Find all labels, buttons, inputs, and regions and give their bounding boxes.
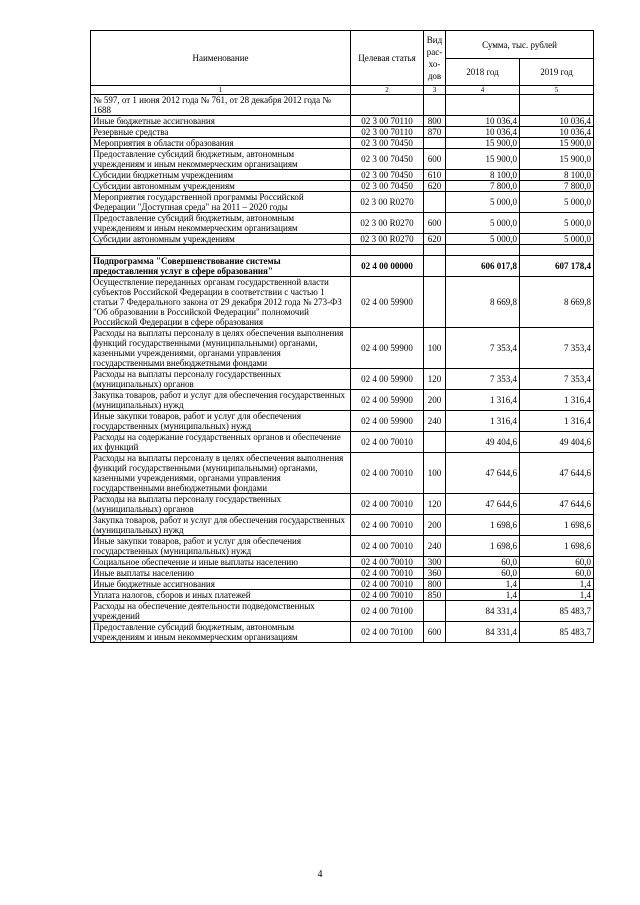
row-target-article: 02 3 00 70450 <box>351 149 424 170</box>
row-amount-2019: 1 698,6 <box>520 515 594 536</box>
row-amount-2018 <box>446 95 520 116</box>
row-expense-type: 620 <box>424 181 446 192</box>
header-expense-type-line: хо- <box>428 59 441 69</box>
row-amount-2018: 49 404,6 <box>446 432 520 453</box>
row-amount-2019: 1,4 <box>520 579 594 590</box>
table-row <box>91 390 594 411</box>
row-target-article: 02 3 00 70450 <box>351 170 424 181</box>
row-target-article: 02 4 00 59900 <box>351 411 424 432</box>
row-target-article: 02 4 00 70010 <box>351 494 424 515</box>
row-target-article: 02 4 00 70010 <box>351 557 424 568</box>
row-expense-type <box>424 95 446 116</box>
row-name: Мероприятия в области образования <box>91 138 351 149</box>
row-amount-2018: 8 100,0 <box>446 170 520 181</box>
row-amount-2019: 60,0 <box>520 557 594 568</box>
row-amount-2019 <box>520 245 594 256</box>
row-amount-2019: 15 900,0 <box>520 149 594 170</box>
row-name: Иные закупки товаров, работ и услуг для обеспечения государственных (муниципальных) нужд <box>91 411 351 432</box>
row-expense-type: 870 <box>424 127 446 138</box>
header-year-2019: 2019 год <box>520 59 594 86</box>
page-number: 4 <box>317 869 323 880</box>
row-target-article: 02 4 00 59900 <box>351 328 424 369</box>
row-amount-2019: 10 036,4 <box>520 116 594 127</box>
blank-row <box>91 245 594 256</box>
row-amount-2018: 7 353,4 <box>446 328 520 369</box>
row-expense-type: 800 <box>424 116 446 127</box>
row-amount-2018: 10 036,4 <box>446 116 520 127</box>
row-amount-2018: 1,4 <box>446 590 520 601</box>
row-amount-2019: 47 644,6 <box>520 453 594 494</box>
row-name: Расходы на обеспечение деятельности подведомственных учреждений <box>91 601 351 622</box>
row-expense-type <box>424 277 446 328</box>
column-numbers-row <box>91 86 594 95</box>
row-name: Резервные средства <box>91 127 351 138</box>
row-amount-2018: 60,0 <box>446 568 520 579</box>
row-name: Иные выплаты населению <box>91 568 351 579</box>
row-target-article: 02 3 00 70110 <box>351 127 424 138</box>
row-name: Иные закупки товаров, работ и услуг для обеспечения государственных (муниципальных) нужд <box>91 536 351 557</box>
header-expense-type-line: Вид <box>426 35 443 45</box>
row-amount-2018: 5 000,0 <box>446 234 520 245</box>
row-expense-type <box>424 601 446 622</box>
row-target-article: 02 4 00 70010 <box>351 536 424 557</box>
row-amount-2019: 1 698,6 <box>520 536 594 557</box>
row-amount-2019: 85 483,7 <box>520 601 594 622</box>
row-expense-type <box>424 432 446 453</box>
budget-table-body <box>91 95 594 643</box>
column-number: 5 <box>520 86 594 95</box>
row-amount-2019: 60,0 <box>520 568 594 579</box>
row-amount-2018: 15 900,0 <box>446 149 520 170</box>
row-expense-type: 100 <box>424 453 446 494</box>
row-amount-2018: 1 698,6 <box>446 536 520 557</box>
table-row <box>91 601 594 622</box>
row-name: Закупка товаров, работ и услуг для обеспечения государственных (муниципальных) нужд <box>91 515 351 536</box>
row-name: № 597, от 1 июня 2012 года № 761, от 28 декабря 2012 года № 1688 <box>91 95 351 116</box>
table-row <box>91 181 594 192</box>
row-target-article: 02 4 00 00000 <box>351 256 424 277</box>
row-target-article: 02 3 00 R0270 <box>351 192 424 213</box>
table-row <box>91 515 594 536</box>
row-amount-2018: 10 036,4 <box>446 127 520 138</box>
header-year-2018: 2018 год <box>446 59 520 86</box>
table-row <box>91 149 594 170</box>
table-row <box>91 192 594 213</box>
row-expense-type <box>424 245 446 256</box>
table-row <box>91 579 594 590</box>
table-row <box>91 622 594 643</box>
row-name: Субсидии бюджетным учреждениям <box>91 170 351 181</box>
header-expense-type-line: рас- <box>426 47 443 57</box>
row-amount-2018: 5 000,0 <box>446 213 520 234</box>
row-name: Расходы на выплаты персоналу государственных (муниципальных) органов <box>91 369 351 390</box>
row-name: Предоставление субсидий бюджетным, автономным учреждениям и иным некоммерческим организациям <box>91 622 351 643</box>
row-target-article: 02 4 00 70010 <box>351 515 424 536</box>
row-target-article <box>351 245 424 256</box>
table-row <box>91 138 594 149</box>
table-row <box>91 369 594 390</box>
row-name: Расходы на выплаты персоналу в целях обеспечения выполнения функций государственными (муниципальными) органами, казенными учреждениями, органами управления государственными внебюджетными фондами <box>91 328 351 369</box>
row-target-article: 02 4 00 70010 <box>351 579 424 590</box>
row-expense-type: 610 <box>424 170 446 181</box>
row-amount-2019: 7 353,4 <box>520 369 594 390</box>
row-expense-type: 620 <box>424 234 446 245</box>
row-target-article: 02 4 00 70010 <box>351 568 424 579</box>
row-target-article: 02 3 00 R0270 <box>351 213 424 234</box>
row-amount-2019: 8 669,8 <box>520 277 594 328</box>
table-row <box>91 213 594 234</box>
row-expense-type: 120 <box>424 369 446 390</box>
row-amount-2019: 15 900,0 <box>520 138 594 149</box>
row-name: Закупка товаров, работ и услуг для обеспечения государственных (муниципальных) нужд <box>91 390 351 411</box>
row-amount-2019: 47 644,6 <box>520 494 594 515</box>
header-sum: Сумма, тыс. рублей <box>446 31 594 59</box>
row-name <box>91 245 351 256</box>
row-name: Предоставление субсидий бюджетным, автономным учреждениям и иным некоммерческим организациям <box>91 213 351 234</box>
row-name: Подпрограмма "Совершенствование системы предоставления услуг в сфере образования" <box>91 256 351 277</box>
row-amount-2018: 1 316,4 <box>446 411 520 432</box>
row-target-article: 02 4 00 70010 <box>351 590 424 601</box>
row-target-article: 02 4 00 70010 <box>351 432 424 453</box>
row-name: Уплата налогов, сборов и иных платежей <box>91 590 351 601</box>
row-name: Иные бюджетные ассигнования <box>91 116 351 127</box>
row-expense-type: 100 <box>424 328 446 369</box>
column-number: 4 <box>446 86 520 95</box>
row-name: Расходы на выплаты персоналу государственных (муниципальных) органов <box>91 494 351 515</box>
table-row <box>91 432 594 453</box>
row-expense-type <box>424 138 446 149</box>
row-expense-type <box>424 192 446 213</box>
row-name: Осуществление переданных органам государственной власти субъектов Российской Федерации в соответствии с частью 1 статьи 7 Федерального закона от 29 декабря 2012 года № 273-ФЗ "Об образовании в Российской Федерации" полномочий Российской Федерации в сфере образования <box>91 277 351 328</box>
row-amount-2019: 5 000,0 <box>520 234 594 245</box>
row-amount-2019 <box>520 95 594 116</box>
row-target-article: 02 3 00 70450 <box>351 181 424 192</box>
table-row <box>91 95 594 116</box>
row-amount-2018: 15 900,0 <box>446 138 520 149</box>
row-amount-2018: 60,0 <box>446 557 520 568</box>
row-target-article <box>351 95 424 116</box>
row-expense-type: 800 <box>424 579 446 590</box>
row-amount-2018: 7 800,0 <box>446 181 520 192</box>
row-target-article: 02 4 00 70100 <box>351 601 424 622</box>
row-amount-2019: 1,4 <box>520 590 594 601</box>
table-row <box>91 557 594 568</box>
table-row <box>91 277 594 328</box>
row-amount-2019: 607 178,4 <box>520 256 594 277</box>
row-target-article: 02 4 00 59900 <box>351 369 424 390</box>
row-name: Предоставление субсидий бюджетным, автономным учреждениям и иным некоммерческим организациям <box>91 149 351 170</box>
row-expense-type: 240 <box>424 411 446 432</box>
row-target-article: 02 3 00 70110 <box>351 116 424 127</box>
table-row <box>91 590 594 601</box>
column-number: 3 <box>424 86 446 95</box>
row-target-article: 02 3 00 70450 <box>351 138 424 149</box>
row-amount-2018: 47 644,6 <box>446 453 520 494</box>
row-expense-type: 850 <box>424 590 446 601</box>
row-expense-type: 300 <box>424 557 446 568</box>
row-amount-2019: 8 100,0 <box>520 170 594 181</box>
row-expense-type: 600 <box>424 622 446 643</box>
row-amount-2018: 8 669,8 <box>446 277 520 328</box>
row-expense-type: 240 <box>424 536 446 557</box>
row-target-article: 02 4 00 70010 <box>351 453 424 494</box>
table-row <box>91 568 594 579</box>
row-amount-2018: 84 331,4 <box>446 622 520 643</box>
row-amount-2019: 85 483,7 <box>520 622 594 643</box>
row-target-article: 02 4 00 70100 <box>351 622 424 643</box>
table-row <box>91 411 594 432</box>
row-amount-2019: 5 000,0 <box>520 213 594 234</box>
row-amount-2019: 7 353,4 <box>520 328 594 369</box>
row-name: Иные бюджетные ассигнования <box>91 579 351 590</box>
row-amount-2018: 1 316,4 <box>446 390 520 411</box>
budget-table <box>90 30 594 643</box>
row-name: Субсидии автономным учреждениям <box>91 234 351 245</box>
row-amount-2019: 7 800,0 <box>520 181 594 192</box>
header-expense-type-line: дов <box>427 71 442 81</box>
row-name: Мероприятия государственной программы Российской Федерации "Доступная среда" на 2011 – 2020 годы <box>91 192 351 213</box>
table-row <box>91 170 594 181</box>
row-expense-type <box>424 256 446 277</box>
column-number: 2 <box>351 86 424 95</box>
row-target-article: 02 3 00 R0270 <box>351 234 424 245</box>
row-amount-2018: 47 644,6 <box>446 494 520 515</box>
row-amount-2019: 10 036,4 <box>520 127 594 138</box>
row-target-article: 02 4 00 59900 <box>351 277 424 328</box>
row-amount-2018 <box>446 245 520 256</box>
row-amount-2018: 7 353,4 <box>446 369 520 390</box>
row-name: Расходы на содержание государственных органов и обеспечение их функций <box>91 432 351 453</box>
table-row <box>91 256 594 277</box>
row-expense-type: 120 <box>424 494 446 515</box>
row-name: Расходы на выплаты персоналу в целях обеспечения выполнения функций государственными (муниципальными) органами, казенными учреждениями, органами управления государственными внебюджетными фондами <box>91 453 351 494</box>
row-expense-type: 200 <box>424 390 446 411</box>
row-amount-2018: 1 698,6 <box>446 515 520 536</box>
row-name: Субсидии автономным учреждениям <box>91 181 351 192</box>
header-target-article: Целевая статья <box>351 31 424 86</box>
table-row <box>91 116 594 127</box>
row-expense-type: 600 <box>424 149 446 170</box>
header-name: Наименование <box>91 31 351 86</box>
row-amount-2018: 84 331,4 <box>446 601 520 622</box>
row-amount-2018: 5 000,0 <box>446 192 520 213</box>
row-amount-2019: 1 316,4 <box>520 390 594 411</box>
row-amount-2018: 1,4 <box>446 579 520 590</box>
row-amount-2018: 606 017,8 <box>446 256 520 277</box>
row-target-article: 02 4 00 59900 <box>351 390 424 411</box>
table-row <box>91 328 594 369</box>
table-row <box>91 453 594 494</box>
row-expense-type: 360 <box>424 568 446 579</box>
row-expense-type: 600 <box>424 213 446 234</box>
row-amount-2019: 49 404,6 <box>520 432 594 453</box>
row-expense-type: 200 <box>424 515 446 536</box>
row-amount-2019: 1 316,4 <box>520 411 594 432</box>
table-row <box>91 494 594 515</box>
table-row <box>91 536 594 557</box>
row-name: Социальное обеспечение и иные выплаты населению <box>91 557 351 568</box>
table-row <box>91 127 594 138</box>
table-row <box>91 234 594 245</box>
row-amount-2019: 5 000,0 <box>520 192 594 213</box>
column-number: 1 <box>91 86 351 95</box>
header-expense-type <box>424 31 446 86</box>
